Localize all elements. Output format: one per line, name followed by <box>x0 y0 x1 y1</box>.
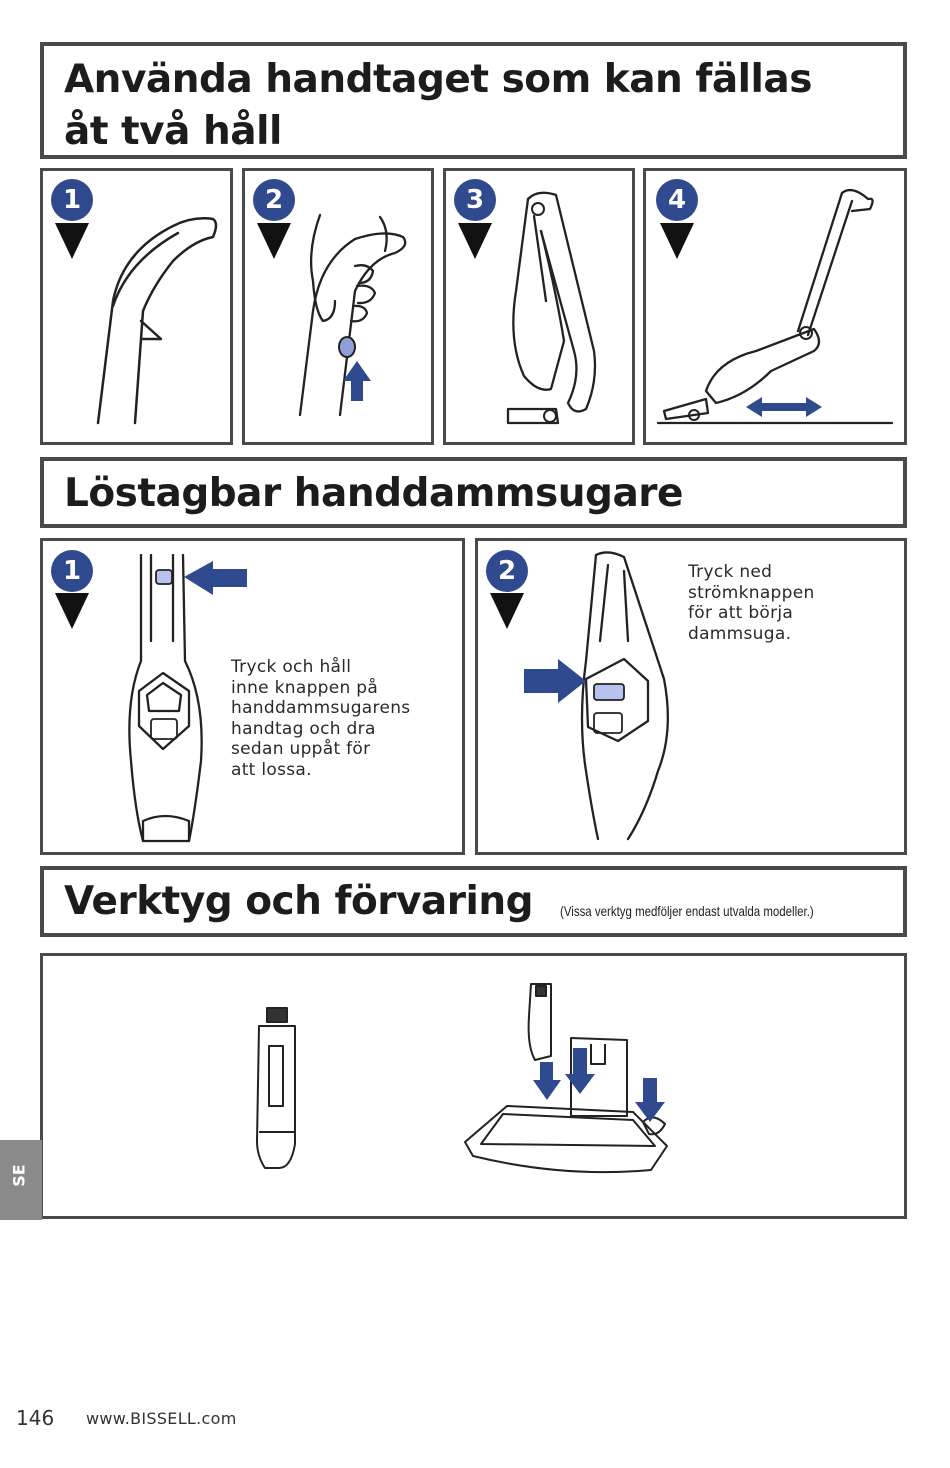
section-header-handheld <box>40 457 907 528</box>
language-tab <box>0 1140 42 1220</box>
fold-step-2-panel <box>242 168 434 445</box>
tools-note: (Vissa verktyg medföljer endast utvalda modeller.) <box>560 903 814 919</box>
handle-upright-illustration <box>43 171 233 445</box>
step-number-badge: 2 <box>486 550 528 592</box>
step-number-badge: 1 <box>51 179 93 221</box>
crevice-tool-illustration <box>257 1008 295 1168</box>
handheld-step-2-text: Tryck ned strömknappen för att börja dammsuga. <box>688 562 815 644</box>
fold-step-1-panel <box>40 168 233 445</box>
step-number-badge: 2 <box>253 179 295 221</box>
section-title-tools: Verktyg och förvaring <box>64 879 534 924</box>
page-number: 146 <box>16 1406 55 1430</box>
tools-illustration <box>43 956 907 1219</box>
fold-step-3-panel <box>443 168 635 445</box>
vacuum-folded-illustration <box>446 171 635 445</box>
handheld-step-1-panel <box>40 538 465 855</box>
section-title-handheld: Löstagbar handdammsugare <box>64 471 683 516</box>
language-tab-label: SE <box>9 1164 29 1187</box>
fold-step-4-panel <box>643 168 907 445</box>
website-link[interactable]: www.BISSELL.com <box>86 1409 237 1428</box>
section-title-folding-handle: Använda handtaget som kan fällas åt två håll <box>64 57 812 154</box>
storage-dock-illustration <box>465 984 667 1172</box>
hand-pressing-button-illustration <box>245 171 434 445</box>
step-number-badge: 4 <box>656 179 698 221</box>
vacuum-in-use-illustration <box>646 171 907 445</box>
handheld-step-2-panel <box>475 538 907 855</box>
tools-panel <box>40 953 907 1219</box>
section-header-tools <box>40 866 907 937</box>
step-number-badge: 3 <box>454 179 496 221</box>
section-header-folding-handle <box>40 42 907 159</box>
step-number-badge: 1 <box>51 550 93 592</box>
handheld-step-1-text: Tryck och håll inne knappen på handdammsugarens handtag och dra sedan uppåt för att lossa. <box>231 657 411 780</box>
